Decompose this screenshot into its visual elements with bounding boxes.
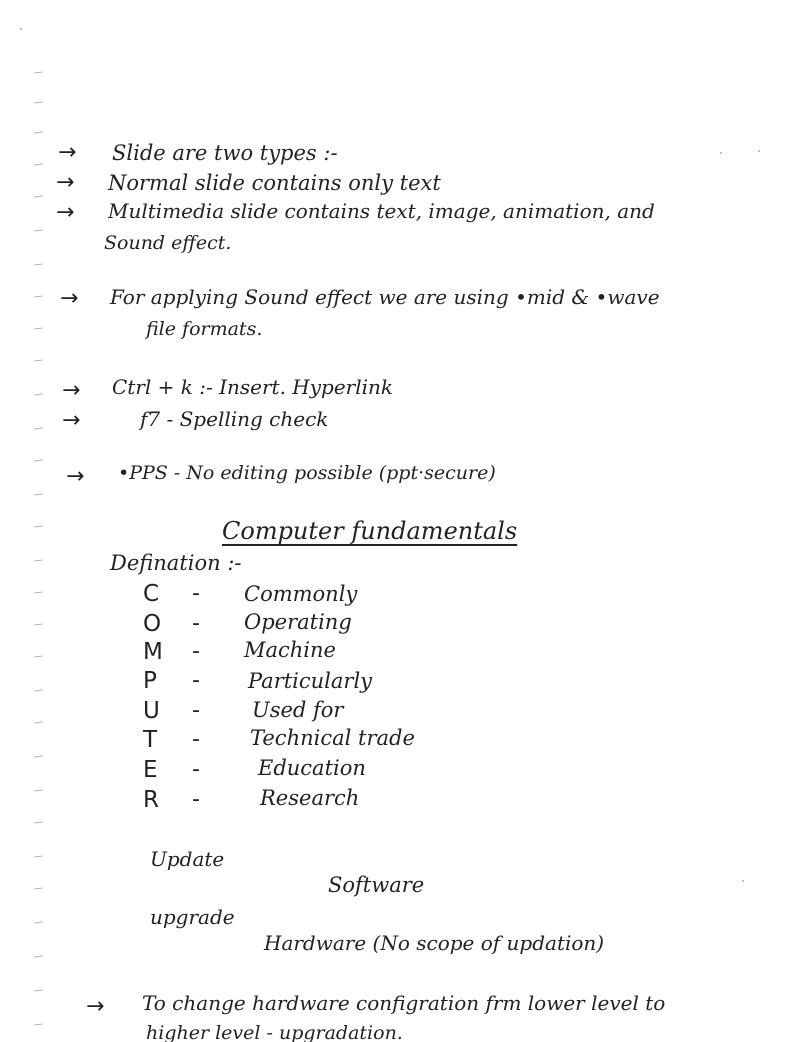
arrow-icon: → [60,286,79,311]
software-label: Software [328,873,425,897]
acronym-word: Machine [244,638,336,662]
acronym-letter: O [143,611,162,637]
definition-label: Defination :- [110,551,242,575]
note-sound-effect-line2: file formats. [146,318,263,340]
acronym-word: Research [260,786,360,810]
arrow-icon: → [66,464,85,489]
acronym-word: Operating [244,610,352,634]
note-f7: f7 - Spelling check [140,407,329,431]
acronym-word: Commonly [244,582,358,606]
acronym-dash: - [192,787,200,812]
acronym-word: Used for [252,698,344,722]
note-pps: •PPS - No editing possible (ppt·secure) [118,462,496,484]
acronym-letter: U [143,698,160,724]
update-label: Update [150,847,225,871]
acronym-letter: R [143,787,159,813]
arrow-icon: → [86,994,105,1019]
section-title: Computer fundamentals [222,517,518,545]
acronym-dash: - [192,757,200,782]
arrow-icon: → [58,140,77,165]
acronym-dash: - [192,611,200,636]
note-slide-types: Slide are two types :- [112,141,338,165]
acronym-dash: - [192,581,200,606]
acronym-letter: C [143,581,160,607]
note-normal-slide: Normal slide contains only text [108,171,441,195]
acronym-letter: T [143,727,158,753]
note-multimedia-slide-line2: Sound effect. [104,232,232,254]
acronym-letter: E [143,757,158,783]
upgrade-label: upgrade [150,905,235,929]
note-sound-effect-line1: For applying Sound effect we are using •mid & •wave [110,285,660,309]
acronym-dash: - [192,639,200,664]
note-ctrl-k: Ctrl + k :- Insert. Hyperlink [112,375,394,399]
arrow-icon: → [56,170,75,195]
hardware-label: Hardware (No scope of updation) [264,931,605,955]
footer-note-line2: higher level - upgradation. [146,1022,403,1042]
acronym-word: Technical trade [250,726,415,750]
note-multimedia-slide-line1: Multimedia slide contains text, image, animation, and [108,199,655,223]
arrow-icon: → [56,200,75,225]
acronym-letter: M [143,639,163,665]
arrow-icon: → [62,378,81,403]
arrow-icon: → [62,408,81,433]
footer-note-line1: To change hardware configration frm lower level to [142,991,666,1015]
acronym-word: Particularly [248,669,373,693]
acronym-word: Education [258,756,366,780]
acronym-dash: - [192,727,200,752]
acronym-dash: - [192,668,200,693]
acronym-dash: - [192,698,200,723]
acronym-letter: P [143,668,157,694]
